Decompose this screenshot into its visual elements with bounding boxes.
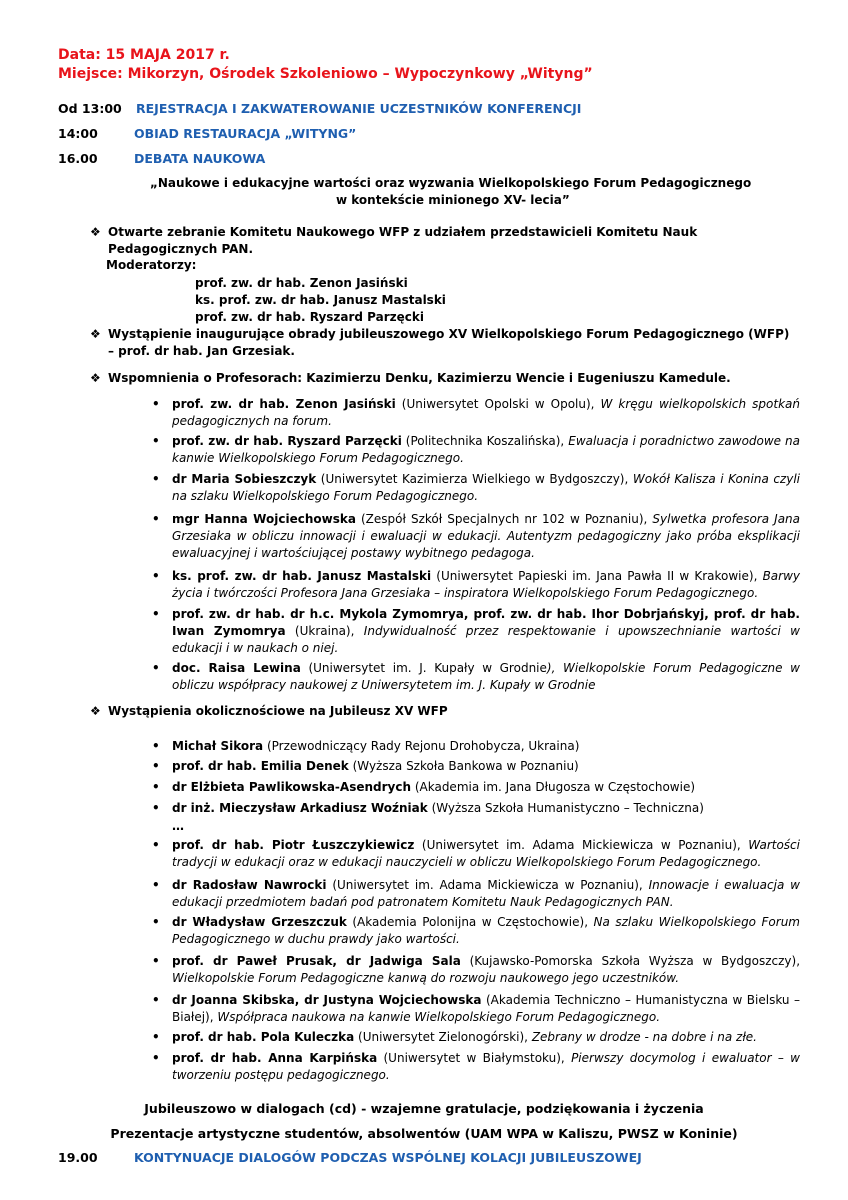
list-item <box>152 433 800 467</box>
list-item <box>152 800 800 817</box>
speaker-name: dr Władysław Grzeszczuk <box>172 915 347 929</box>
event-place: Miejsce: Mikorzyn, Ośrodek Szkoleniowo – Wypoczynkowy „Wityng” <box>58 66 593 82</box>
talk-title: Wielkopolskie Forum Pedagogiczne kanwą do rozwoju naukowego jego uczestników. <box>172 971 680 985</box>
list-item <box>152 1050 800 1084</box>
speaker-institution: (Przewodniczący Rady Rejonu Drohobycza, Ukraina) <box>263 739 580 753</box>
debate-title-line2: w kontekście minionego XV- lecia” <box>336 193 570 207</box>
schedule-row <box>58 101 581 116</box>
speaker-name: doc. Raisa Lewina <box>172 661 301 675</box>
speaker-institution: (Uniwersytet Kazimierza Wielkiego w Bydgoszczy), <box>316 472 633 486</box>
talk-title: Wokół Kalisza i Konina czyli na szlaku Wielkopolskiego Forum Pedagogicznego. <box>172 472 801 503</box>
speaker-institution: (Wyższa Szkoła Bankowa w Poznaniu) <box>348 759 579 773</box>
talk-title: Na szlaku Wielkopolskiego Forum Pedagogicznego w duchu prawdy jako wartości. <box>172 915 801 946</box>
list-item <box>152 837 800 871</box>
bullet-icon: • <box>152 661 160 675</box>
diamond-bullet-icon: ❖ <box>90 704 101 718</box>
schedule-label: DEBATA NAUKOWA <box>134 151 266 166</box>
agenda-point-text: Wspomnienia o Profesorach: Kazimierzu Denku, Kazimierzu Wencie i Eugeniuszu Kamedule. <box>108 371 731 385</box>
speaker-institution: (Kujawsko-Pomorska Szkoła Wyższa w Bydgoszczy), <box>460 954 801 968</box>
talk-title: Innowacje i ewaluacja w edukacji przedmiotem badań pod patronatem Komitetu Nauk Pedagogicznych PAN. <box>172 878 800 909</box>
schedule-row <box>58 151 265 166</box>
agenda-point-committee <box>90 224 697 258</box>
list-item <box>152 877 800 911</box>
speaker-institution: (Akademia im. Jana Długosza w Częstochowie) <box>411 780 696 794</box>
speaker-institution: (Politechnika Koszalińska), <box>401 434 569 448</box>
bullet-icon: • <box>152 780 160 794</box>
speaker-institution: (Uniwersytet Opolski w Opolu), <box>395 397 601 411</box>
speaker-institution: (Ukraina), <box>285 624 364 638</box>
list-item <box>152 471 800 505</box>
speaker-name: dr Radosław Nawrocki <box>172 878 327 892</box>
ellipsis: … <box>172 819 184 833</box>
bullet-icon: • <box>152 434 160 448</box>
list-item <box>152 396 800 430</box>
agenda-point-text: Wystąpienia okolicznościowe na Jubileusz XV WFP <box>108 704 448 718</box>
speaker-name: prof. dr hab. Emilia Denek <box>172 759 349 773</box>
closing-line-dialogues: Jubileuszowo w dialogach (cd) - wzajemne gratulacje, podziękowania i życzenia <box>144 1101 704 1116</box>
diamond-bullet-icon: ❖ <box>90 371 101 385</box>
schedule-row <box>58 126 356 141</box>
speaker-institution: (Akademia Techniczno – Humanistyczna w Bielsku – Białej), <box>172 993 801 1024</box>
talk-title: W kręgu wielkopolskich spotkań pedagogicznych na forum. <box>172 397 800 428</box>
list-item <box>152 758 800 775</box>
talk-title: Zebrany w drodze - na dobre i na złe. <box>531 1030 757 1044</box>
list-item <box>152 914 800 948</box>
talk-title: Pierwszy docymolog i ewaluator – w tworzeniu postępu pedagogicznego. <box>172 1051 800 1082</box>
bullet-icon: • <box>152 472 160 486</box>
list-item <box>152 779 800 796</box>
speaker-institution: (Wyższa Szkoła Humanistyczno – Techniczna) <box>427 801 704 815</box>
schedule-label: KONTYNUACJE DIALOGÓW PODCZAS WSPÓLNEJ KOLACJI JUBILEUSZOWEJ <box>134 1150 642 1165</box>
speaker-name: ks. prof. zw. dr hab. Janusz Mastalski <box>172 569 432 583</box>
agenda-point-speeches <box>90 703 448 720</box>
bullet-icon: • <box>152 569 160 583</box>
speaker-institution: (Akademia Polonijna w Częstochowie), <box>346 915 594 929</box>
speaker-name: prof. zw. dr hab. Zenon Jasiński <box>172 397 396 411</box>
moderator: prof. zw. dr hab. Ryszard Parzęcki <box>195 310 424 324</box>
schedule-time: Od 13:00 <box>58 101 122 116</box>
speaker-name: dr Joanna Skibska, dr Justyna Wojciechowska <box>172 993 482 1007</box>
talk-title: Wartości tradycji w edukacji oraz w edukacji nauczycieli w obliczu Wielkopolskiego Forum Pedagogicznego. <box>172 838 800 869</box>
speaker-name: prof. zw. dr hab. Ryszard Parzęcki <box>172 434 402 448</box>
list-item <box>152 1029 800 1046</box>
bullet-icon: • <box>152 397 160 411</box>
bullet-icon: • <box>152 607 160 621</box>
speaker-institution: (Uniwersytet im. Adama Mickiewicza w Poznaniu), <box>326 878 649 892</box>
bullet-icon: • <box>152 954 160 968</box>
agenda-point-text: – prof. dr hab. Jan Grzesiak. <box>108 344 295 358</box>
talk-title: Ewaluacja i poradnictwo zawodowe na kanwie Wielkopolskiego Forum Pedagogicznego. <box>172 434 801 465</box>
bullet-icon: • <box>152 915 160 929</box>
talk-title: Współpraca naukowa na kanwie Wielkopolskiego Forum Pedagogicznego. <box>217 1010 661 1024</box>
bullet-icon: • <box>152 759 160 773</box>
moderator: prof. zw. dr hab. Zenon Jasiński <box>195 276 408 290</box>
bullet-icon: • <box>152 1030 160 1044</box>
list-item <box>152 511 800 562</box>
agenda-point-text: Wystąpienie inaugurujące obrady jubileuszowego XV Wielkopolskiego Forum Pedagogicznego (WFP) <box>108 327 790 341</box>
speaker-institution: (Uniwersytet im. J. Kupały w Grodnie <box>300 661 547 675</box>
bullet-icon: • <box>152 801 160 815</box>
speaker-name: Michał Sikora <box>172 739 264 753</box>
speaker-name: dr inż. Mieczysław Arkadiusz Woźniak <box>172 801 428 815</box>
schedule-label: OBIAD RESTAURACJA „WITYNG” <box>134 126 357 141</box>
schedule-time: 16.00 <box>58 151 98 166</box>
bullet-icon: • <box>152 878 160 892</box>
moderators-label: Moderatorzy: <box>106 258 197 272</box>
list-item <box>152 568 800 602</box>
speaker-institution: (Uniwersytet Zielonogórski), <box>354 1030 532 1044</box>
diamond-bullet-icon: ❖ <box>90 225 101 239</box>
debate-title-line1: „Naukowe i edukacyjne wartości oraz wyzwania Wielkopolskiego Forum Pedagogicznego <box>150 176 752 190</box>
speaker-institution: (Uniwersytet im. Adama Mickiewicza w Poznaniu), <box>414 838 749 852</box>
diamond-bullet-icon: ❖ <box>90 327 101 341</box>
speaker-name: mgr Hanna Wojciechowska <box>172 512 356 526</box>
bullet-icon: • <box>152 838 160 852</box>
schedule-time: 14:00 <box>58 126 98 141</box>
bullet-icon: • <box>152 1051 160 1065</box>
talk-title: Barwy życia i twórczości Profesora Jana Grzesiaka – inspiratora Wielkopolskiego Forum Pedagogicznego. <box>172 569 800 600</box>
list-item <box>152 992 800 1026</box>
moderator: ks. prof. zw. dr hab. Janusz Mastalski <box>195 293 446 307</box>
speaker-institution: (Uniwersytet w Białymstoku), <box>377 1051 572 1065</box>
agenda-point-inaugural <box>90 326 789 360</box>
agenda-point-text: Pedagogicznych PAN. <box>108 242 254 256</box>
speaker-name: prof. dr Paweł Prusak, dr Jadwiga Sala <box>172 954 461 968</box>
talk-title: Indywidualność przez respektowanie i upowszechnianie wartości w edukacji i w naukach o niej. <box>172 624 800 655</box>
talk-title: Sylwetka profesora Jana Grzesiaka w obliczu innowacji i ewaluacji w edukacji. Autentyzm pedagogiczny jako próba eksplikacji ewaluacyjnej i wartościującej postawy wybitnego pedagoga. <box>172 512 801 560</box>
bullet-icon: • <box>152 739 160 753</box>
list-item <box>152 953 800 987</box>
bullet-icon: • <box>152 512 160 526</box>
event-date: Data: 15 MAJA 2017 r. <box>58 47 230 63</box>
schedule-row <box>58 1150 642 1165</box>
talk-title: ), Wielkopolskie Forum Pedagogiczne w obliczu współpracy naukowej z Uniwersytetem im. J. Kupały w Grodnie <box>172 661 800 692</box>
schedule-label: REJESTRACJA I ZAKWATEROWANIE UCZESTNIKÓW KONFERENCJI <box>136 101 582 116</box>
speaker-name: dr Maria Sobieszczyk <box>172 472 317 486</box>
speaker-institution: (Zespół Szkół Specjalnych nr 102 w Poznaniu), <box>355 512 653 526</box>
speaker-name: prof. zw. dr hab. dr h.c. Mykola Zymomrya, prof. zw. dr hab. Ihor Dobrjańskyj, prof. dr hab. Iwan Zymomrya <box>172 607 800 638</box>
schedule-time: 19.00 <box>58 1150 98 1165</box>
closing-line-art: Prezentacje artystyczne studentów, absolwentów (UAM WPA w Kaliszu, PWSZ w Koninie) <box>110 1126 738 1141</box>
speaker-name: prof. dr hab. Pola Kuleczka <box>172 1030 355 1044</box>
moderators-list <box>195 275 446 326</box>
agenda-point-memories <box>90 370 731 387</box>
list-item <box>152 606 800 657</box>
speaker-name: dr Elżbieta Pawlikowska-Asendrych <box>172 780 412 794</box>
speaker-name: prof. dr hab. Piotr Łuszczykiewicz <box>172 838 415 852</box>
bullet-icon: • <box>152 993 160 1007</box>
agenda-point-text: Otwarte zebranie Komitetu Naukowego WFP z udziałem przedstawicieli Komitetu Nauk <box>108 225 698 239</box>
speaker-institution: (Uniwersytet Papieski im. Jana Pawła II w Krakowie), <box>431 569 763 583</box>
list-item <box>152 738 800 755</box>
list-item <box>152 660 800 694</box>
list-item-ellipsis <box>152 818 800 835</box>
speaker-name: prof. dr hab. Anna Karpińska <box>172 1051 378 1065</box>
